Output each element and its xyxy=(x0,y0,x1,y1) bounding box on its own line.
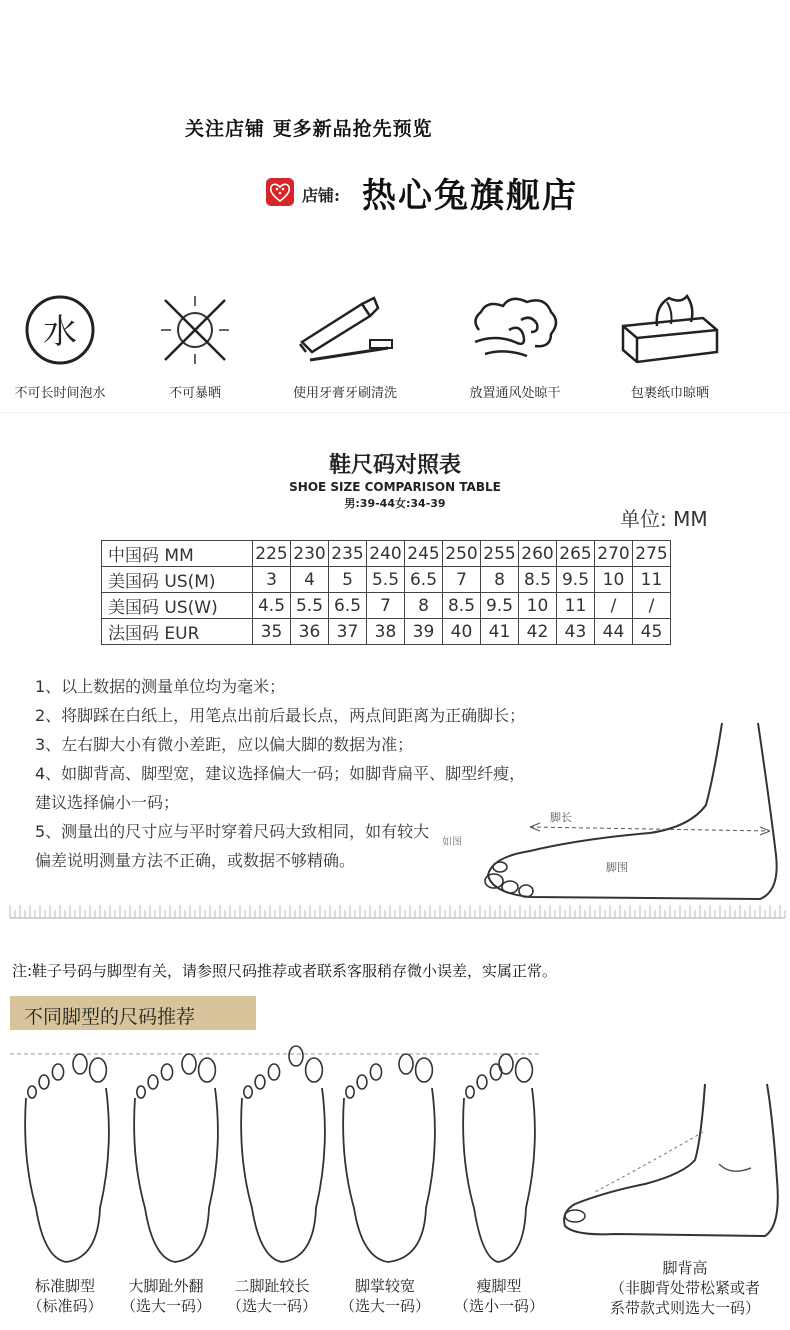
size-cell: 5 xyxy=(329,567,367,593)
size-cell: 4.5 xyxy=(253,593,291,619)
foot-bunion xyxy=(134,1054,218,1262)
size-cell: 275 xyxy=(633,541,671,567)
size-table xyxy=(101,540,671,645)
foot-measure-diagram xyxy=(442,715,790,910)
size-cell: 270 xyxy=(595,541,633,567)
foot-type-advice: （选小一码） xyxy=(453,1297,544,1315)
size-cell: 11 xyxy=(633,567,671,593)
water-icon xyxy=(20,290,100,370)
store-name[interactable]: 热心兔旗舰店 xyxy=(362,176,578,216)
size-row xyxy=(102,541,671,567)
store-label: 店铺: xyxy=(302,186,340,205)
size-row-label: 中国码 MM xyxy=(102,541,253,567)
care-label: 放置通风处晾干 xyxy=(469,386,561,401)
diagram-hint-label: 如图 xyxy=(442,837,462,848)
size-cell: 10 xyxy=(519,593,557,619)
size-cell: 42 xyxy=(519,619,557,645)
size-cell: 45 xyxy=(633,619,671,645)
foot-type-advice: （选大一码） xyxy=(339,1297,430,1315)
size-chart-range: 男:39-44女:34-39 xyxy=(344,497,446,510)
foot-girth-label: 脚围 xyxy=(606,861,628,874)
size-cell: 35 xyxy=(253,619,291,645)
size-cell: 240 xyxy=(367,541,405,567)
foot-type-advice: （标准码） xyxy=(27,1297,103,1315)
no-sun-icon xyxy=(155,290,235,370)
foot-slim xyxy=(463,1054,535,1262)
size-cell: 5.5 xyxy=(291,593,329,619)
size-cell: 265 xyxy=(557,541,595,567)
size-cell: 260 xyxy=(519,541,557,567)
svg-text:水: 水 xyxy=(43,312,77,352)
size-cell: 7 xyxy=(367,593,405,619)
care-item-tissue xyxy=(595,290,745,401)
recommend-title: 不同脚型的尺码推荐 xyxy=(24,1006,196,1028)
size-cell: 39 xyxy=(405,619,443,645)
size-cell: 38 xyxy=(367,619,405,645)
size-cell: 225 xyxy=(253,541,291,567)
foot-long-second-toe xyxy=(241,1046,325,1262)
follow-store-text: 关注店铺 更多新品抢先预览 xyxy=(185,118,433,140)
size-cell: 8.5 xyxy=(519,567,557,593)
foot-type-advice: （选大一码） xyxy=(120,1297,211,1315)
size-cell: 255 xyxy=(481,541,519,567)
store-logo-icon[interactable] xyxy=(266,178,294,206)
foot-caption xyxy=(330,1276,440,1316)
note-line: 建议选择偏小一码； xyxy=(35,793,180,812)
size-cell: 6.5 xyxy=(329,593,367,619)
note-line: 4、如脚背高、脚型宽，建议选择偏大一码；如脚背扁平、脚型纤瘦， xyxy=(35,764,526,783)
care-item-no-sun xyxy=(120,290,270,401)
size-cell: 4 xyxy=(291,567,329,593)
size-cell: 245 xyxy=(405,541,443,567)
size-cell: 7 xyxy=(443,567,481,593)
foot-type-name: 脚背高 xyxy=(662,1259,708,1277)
care-item-air-dry xyxy=(440,290,590,401)
foot-type-name: 瘦脚型 xyxy=(476,1277,522,1295)
tissue-box-icon xyxy=(615,290,725,370)
note-line: 2、将脚踩在白纸上，用笔点出前后最长点，两点间距离为正确脚长； xyxy=(35,706,526,725)
size-cell: 36 xyxy=(291,619,329,645)
foot-length-label: 脚长 xyxy=(550,811,572,824)
foot-type-advice: 系带款式则选大一码） xyxy=(609,1299,760,1317)
size-chart-title: 鞋尺码对照表 xyxy=(328,453,461,478)
size-cell: 11 xyxy=(557,593,595,619)
foot-caption xyxy=(444,1276,554,1316)
foot-type-name: 脚掌较宽 xyxy=(354,1277,415,1295)
size-cell: 9.5 xyxy=(557,567,595,593)
foot-type-name: 标准脚型 xyxy=(34,1277,95,1295)
size-row xyxy=(102,619,671,645)
foot-shapes xyxy=(20,1048,550,1273)
care-label: 包裹纸巾晾晒 xyxy=(630,386,709,401)
instep-diagram xyxy=(555,1080,785,1260)
size-cell: 5.5 xyxy=(367,567,405,593)
size-cell: 9.5 xyxy=(481,593,519,619)
size-cell: 8.5 xyxy=(443,593,481,619)
foot-wide xyxy=(343,1054,435,1262)
size-cell: 8 xyxy=(481,567,519,593)
foot-type-advice: （选大一码） xyxy=(226,1297,317,1315)
foot-caption xyxy=(217,1276,327,1316)
size-cell: 37 xyxy=(329,619,367,645)
care-item-toothpaste xyxy=(270,290,420,401)
size-cell: / xyxy=(595,593,633,619)
toothpaste-icon xyxy=(290,290,400,370)
size-cell: 43 xyxy=(557,619,595,645)
size-cell: 10 xyxy=(595,567,633,593)
size-cell: 8 xyxy=(405,593,443,619)
foot-type-advice: （非脚背处带松紧或者 xyxy=(609,1279,760,1297)
size-row-label: 法国码 EUR xyxy=(102,619,253,645)
size-row-label: 美国码 US(M) xyxy=(102,567,253,593)
size-cell: 3 xyxy=(253,567,291,593)
size-row xyxy=(102,593,671,619)
note-line: 5、测量出的尺寸应与平时穿着尺码大致相同，如有较大 xyxy=(35,822,430,841)
size-cell: 230 xyxy=(291,541,329,567)
size-row-label: 美国码 US(W) xyxy=(102,593,253,619)
foot-type-name: 大脚趾外翻 xyxy=(128,1277,204,1295)
note-line: 3、左右脚大小有微小差距，应以偏大脚的数据为准； xyxy=(35,735,414,754)
size-cell: 235 xyxy=(329,541,367,567)
wind-icon xyxy=(465,290,565,370)
size-cell: 6.5 xyxy=(405,567,443,593)
instep-caption xyxy=(590,1258,780,1318)
care-label: 不可暴晒 xyxy=(168,386,221,401)
size-cell: 41 xyxy=(481,619,519,645)
foot-caption xyxy=(111,1276,221,1316)
size-cell: 40 xyxy=(443,619,481,645)
care-item-no-soak xyxy=(0,290,135,401)
size-cell: 250 xyxy=(443,541,481,567)
size-row xyxy=(102,567,671,593)
size-cell: 44 xyxy=(595,619,633,645)
foot-standard xyxy=(25,1054,109,1262)
foot-caption xyxy=(10,1276,120,1316)
ruler xyxy=(10,905,785,919)
size-chart-unit: 单位: MM xyxy=(620,507,708,531)
care-label: 使用牙膏牙刷清洗 xyxy=(292,386,397,401)
size-chart-subtitle: SHOE SIZE COMPARISON TABLE xyxy=(289,480,501,494)
size-footnote: 注:鞋子号码与脚型有关，请参照尺码推荐或者联系客服稍存微小误差，实属正常。 xyxy=(12,962,558,980)
foot-type-name: 二脚趾较长 xyxy=(234,1277,310,1295)
note-line: 偏差说明测量方法不正确，或数据不够精确。 xyxy=(35,851,356,870)
care-label: 不可长时间泡水 xyxy=(14,386,106,401)
note-line: 1、以上数据的测量单位均为毫米； xyxy=(35,677,286,696)
size-cell: / xyxy=(633,593,671,619)
